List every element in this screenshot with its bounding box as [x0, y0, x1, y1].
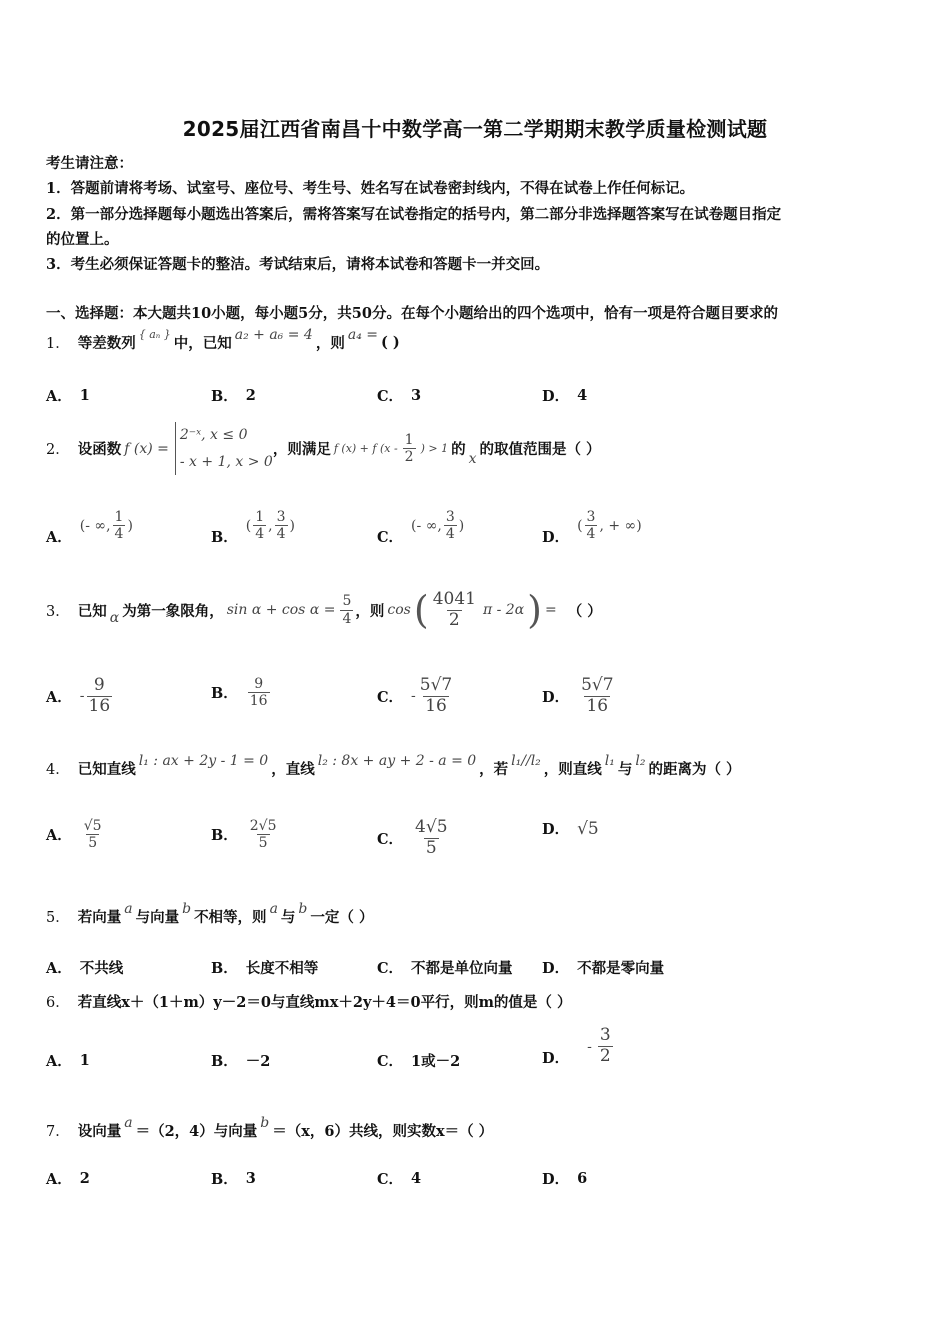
- option-b[interactable]: B． 2: [211, 387, 256, 405]
- option-d[interactable]: D． 6: [542, 1170, 588, 1188]
- option-a[interactable]: A． 1: [46, 1052, 90, 1070]
- option-c[interactable]: C． $\frac{4√5}{5}$: [377, 817, 448, 858]
- question-5: 5． 若向量 a 与向量 b 不相等，则 a 与 b 一定（ ）: [46, 900, 374, 926]
- question-7: 7． 设向量 a ＝（2，4）与向量 b ＝（x，6）共线，则实数x＝（ ）: [46, 1114, 494, 1140]
- math-line-1: l₁ : ax + 2y - 1 = 0: [138, 752, 269, 769]
- question-6-options: [46, 1025, 906, 1075]
- option-c[interactable]: C． - $\frac{5√7}{16}$: [377, 675, 453, 716]
- option-b[interactable]: B． ( $\frac{1}{4}$ , $\frac{3}{4}$ ): [211, 508, 295, 546]
- question-2: 2． 设函数 f (x) = 2⁻ˣ, x ≤ 0 - x + 1, x > 0 ，则满足 f (x) + f (x - $\frac{1}{2}$ ) > 1 的 x 的取值范围是（ ）: [46, 422, 601, 475]
- section-heading: 一、选择题：本大题共10小题，每小题5分，共50分。在每个小题给出的四个选项中，恰有一项是符合题目要求的: [46, 305, 778, 322]
- option-d[interactable]: D． 4: [542, 387, 588, 405]
- question-4: 4． 已知直线 l₁ : ax + 2y - 1 = 0 ，直线 l₂ : 8x + ay + 2 - a = 0 ，若 l₁//l₂ ，则直线 l₁ 与 l₂ 的距离为（ ）: [46, 752, 741, 778]
- option-c[interactable]: C． (- ∞, $\frac{3}{4}$ ): [377, 508, 465, 546]
- math-inequality: f (x) + f (x - $\frac{1}{2}$ ) > 1: [333, 432, 449, 466]
- math-condition: a₂ + a₆ = 4: [234, 326, 313, 343]
- option-c[interactable]: C． 4: [377, 1170, 422, 1188]
- question-number: 1．: [46, 336, 70, 352]
- question-3: 3． 已知 α 为第一象限角， sin α + cos α = $\frac{5}{4}$ ，则 cos ( $\frac{4041}{2}$ π - 2α ) = （ ）: [46, 588, 602, 633]
- option-c[interactable]: C． 1或－2: [377, 1053, 461, 1070]
- option-a[interactable]: A． 2: [46, 1170, 90, 1188]
- question-1: 1． 等差数列 { aₙ } 中，已知 a₂ + a₆ = 4 ，则 a₄ = ( ): [46, 326, 400, 352]
- option-b[interactable]: B． 3: [211, 1170, 256, 1188]
- page-title: 2025届江西省南昌十中数学高一第二学期期末教学质量检测试题: [182, 117, 768, 141]
- math-expression: cos ( $\frac{4041}{2}$ π - 2α ) =: [387, 588, 557, 633]
- notice-item-1: 1．答题前请将考场、试室号、座位号、考生号、姓名写在试卷密封线内，不得在试卷上作任何标记。: [46, 180, 695, 197]
- option-c[interactable]: C． 3: [377, 387, 422, 405]
- option-d[interactable]: D． √5: [542, 818, 599, 839]
- math-target: a₄ =: [347, 326, 378, 343]
- question-5-options: [46, 957, 906, 987]
- question-3-options: [46, 676, 906, 726]
- notice-heading: 考生请注意：: [46, 155, 133, 172]
- option-d[interactable]: D． - $\frac{3}{2}$: [542, 1025, 611, 1067]
- notice-item-2-cont: 的位置上。: [46, 231, 119, 248]
- option-a[interactable]: A． $\frac{√5}{5}$: [46, 818, 102, 852]
- math-line-2: l₂ : 8x + ay + 2 - a = 0: [317, 752, 477, 769]
- question-1-options: [46, 385, 906, 415]
- notice-item-2: 2．第一部分选择题每小题选出答案后，需将答案写在试卷指定的括号内，第二部分非选择题答案写在试卷题目指定: [46, 206, 782, 223]
- option-a[interactable]: A． - $\frac{9}{16}$: [46, 675, 111, 716]
- math-sequence: { aₙ }: [138, 328, 171, 341]
- option-d[interactable]: D． ( $\frac{3}{4}$ , + ∞): [542, 508, 642, 546]
- option-a[interactable]: A． 不共线: [46, 960, 124, 977]
- option-d[interactable]: D． $\frac{5√7}{16}$: [542, 675, 614, 716]
- option-c[interactable]: C． 不都是单位向量: [377, 960, 513, 977]
- option-a[interactable]: A． 1: [46, 387, 90, 405]
- math-given: sin α + cos α = $\frac{5}{4}$: [226, 593, 352, 627]
- option-b[interactable]: B． －2: [211, 1053, 271, 1070]
- question-2-options: [46, 504, 906, 554]
- option-a[interactable]: A． (- ∞, $\frac{1}{4}$ ): [46, 508, 133, 546]
- option-b[interactable]: B． 长度不相等: [211, 960, 319, 977]
- option-b[interactable]: B． $\frac{2√5}{5}$: [211, 818, 277, 852]
- question-7-options: [46, 1168, 906, 1198]
- question-6: 6． 若直线x＋（1＋m）y－2＝0与直线mx＋2y＋4＝0平行，则m的值是（ ）: [46, 994, 572, 1011]
- option-d[interactable]: D． 不都是零向量: [542, 960, 665, 977]
- question-4-options: [46, 818, 906, 868]
- notice-item-3: 3．考生必须保证答题卡的整洁。考试结束后，请将本试卷和答题卡一并交回。: [46, 256, 550, 273]
- option-b[interactable]: B． $\frac{9}{16}$: [211, 676, 268, 710]
- math-piecewise: f (x) = 2⁻ˣ, x ≤ 0 - x + 1, x > 0: [121, 422, 273, 475]
